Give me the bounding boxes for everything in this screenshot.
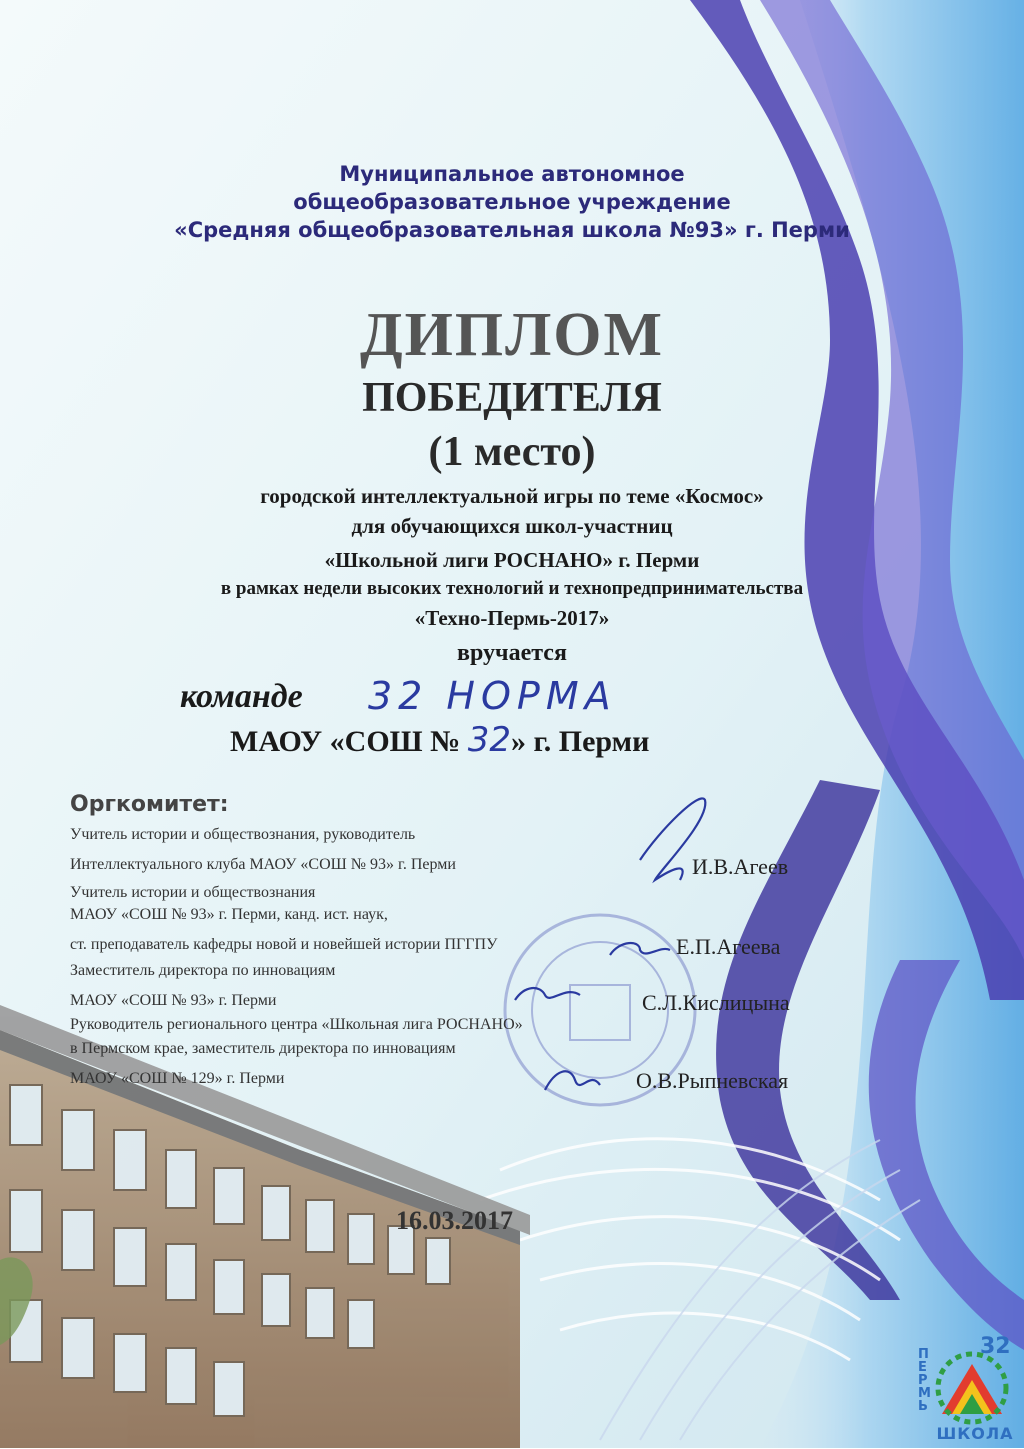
member-2-role-3: ст. преподаватель кафедры новой и новейшей истории ПГГПУ — [70, 936, 498, 953]
committee-heading: Оргкомитет: — [70, 792, 229, 817]
member-4-role-1: Руководитель регионального центра «Школьная лига РОСНАНО» — [70, 1016, 523, 1033]
institution-line-1: Муниципальное автономное — [339, 162, 685, 186]
body-line-3: «Школьной лиги РОСНАНО» г. Перми — [324, 548, 700, 572]
member-4-name: О.В.Рыпневская — [636, 1068, 789, 1093]
diploma-date: 16.03.2017 — [396, 1206, 513, 1235]
member-1-role-1: Учитель истории и обществознания, руководитель — [70, 826, 416, 843]
body-line-6: вручается — [457, 640, 567, 666]
place-label: (1 место) — [428, 429, 596, 475]
institution-line-2: общеобразовательное учреждение — [293, 190, 731, 214]
member-2-role-2: МАОУ «СОШ № 93» г. Перми, канд. ист. наук, — [70, 906, 388, 923]
member-3-name: С.Л.Кислицына — [642, 990, 790, 1015]
school-logo — [920, 1336, 1020, 1444]
logo-number: 32 — [980, 1334, 1011, 1359]
diploma-title: ДИПЛОМ — [359, 301, 665, 369]
member-4-role-2: в Пермском крае, заместитель директора по инновациям — [70, 1040, 456, 1057]
body-line-2: для обучающихся школ-участниц — [351, 514, 673, 538]
body-line-1: городской интеллектуальной игры по теме «Космос» — [260, 484, 764, 508]
member-3-role-1: Заместитель директора по инновациям — [70, 962, 336, 979]
diploma-subtitle: ПОБЕДИТЕЛЯ — [362, 375, 662, 421]
recipient-label: команде — [180, 678, 303, 715]
logo-vertical-text: ПЕРМЬ — [918, 1347, 931, 1414]
institution-line-3: «Средняя общеобразовательная школа №93» г. Перми — [174, 218, 850, 242]
member-2-name: Е.П.Агеева — [676, 934, 781, 959]
member-3-role-2: МАОУ «СОШ № 93» г. Перми — [70, 992, 277, 1009]
school-prefix: МАОУ «СОШ № — [230, 725, 461, 758]
team-name-handwritten: 32 НОРМА — [368, 674, 617, 718]
member-4-role-3: МАОУ «СОШ № 129» г. Перми — [70, 1070, 285, 1087]
body-line-5: «Техно-Пермь-2017» — [414, 606, 610, 630]
member-1-role-2: Интеллектуального клуба МАОУ «СОШ № 93» г. Перми — [70, 856, 456, 873]
member-2-role-1: Учитель истории и обществознания — [70, 884, 316, 901]
recipient-school — [230, 720, 649, 760]
school-suffix: » г. Перми — [511, 725, 650, 758]
body-line-4: в рамках недели высоких технологий и технопредпринимательства — [220, 578, 804, 599]
member-1-name: И.В.Агеев — [692, 854, 789, 879]
logo-bottom-text: ШКОЛА — [936, 1424, 1014, 1443]
school-number-handwritten: 32 — [467, 720, 512, 760]
